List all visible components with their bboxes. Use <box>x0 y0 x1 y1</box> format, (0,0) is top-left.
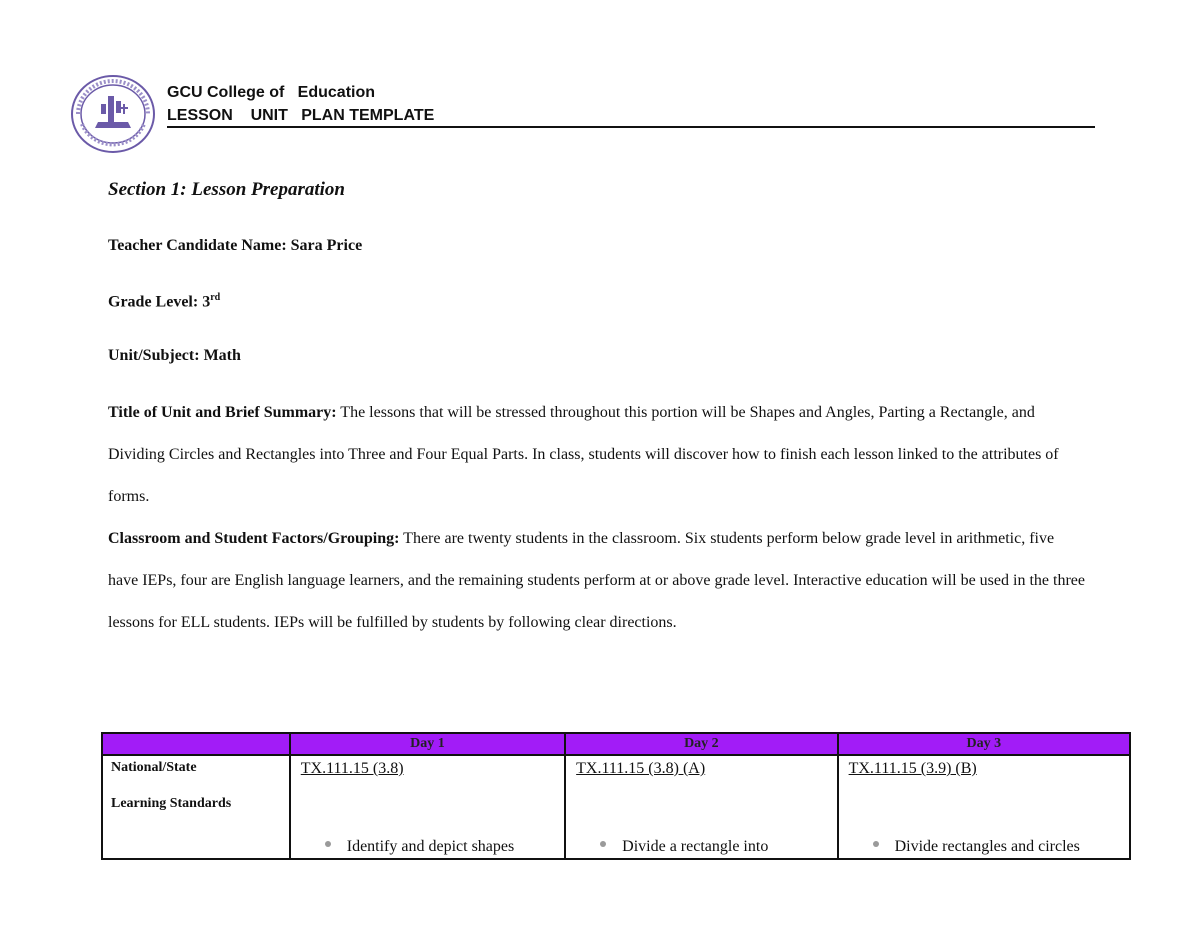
header-org: GCU College of Education <box>167 84 376 101</box>
teacher-field <box>108 237 362 255</box>
day3-bullet-text: Divide rectangles and circles <box>894 838 1080 855</box>
subject-value: Math <box>199 347 241 364</box>
bullet-dot-icon <box>873 841 879 847</box>
day3-bullet <box>873 838 1080 856</box>
table-header-cell <box>102 733 290 755</box>
factors-text: There are twenty students in the classroom. Six students perform below grade level in arithmetic, five have IEPs, four are English language learners, and the remaining students perform at or above grade level. Interactive education will be used in the three lessons for ELL students. IEPs will be fulfilled by students by following clear directions. <box>108 530 1085 631</box>
day1-bullet-text: Identify and depict shapes <box>346 838 515 855</box>
day2-cell <box>565 755 837 859</box>
day3-cell <box>838 755 1130 859</box>
summary-text: The lessons that will be stressed throughout this portion will be Shapes and Angles, Parting a Rectangle, and Dividing Circles and Rectangles into Three and Four Equal Parts. In class, students will discover how to finish each lesson linked to the attributes of forms. <box>108 404 1059 505</box>
table-row <box>102 755 1130 859</box>
summary-paragraph <box>108 392 1088 518</box>
subject-label: Unit/Subject: <box>108 347 200 364</box>
header-title: LESSON UNIT PLAN TEMPLATE <box>167 107 435 124</box>
day2-bullet <box>600 838 768 856</box>
header-rule <box>167 126 1095 128</box>
day2-standard-code: TX.111.15 (3.8) (A) <box>576 760 706 777</box>
teacher-label: Teacher Candidate Name: <box>108 237 287 254</box>
row-label-line1: National/State <box>111 760 197 775</box>
section-heading: Section 1: Lesson Preparation <box>108 179 345 200</box>
grade-field <box>108 292 220 311</box>
grade-sup: rd <box>210 292 221 303</box>
grade-value: 3 <box>198 293 211 311</box>
table-header-cell: Day 3 <box>838 733 1130 755</box>
row-label-line2: Learning Standards <box>111 796 232 811</box>
teacher-value: Sara Price <box>286 237 363 254</box>
bullet-dot-icon <box>600 841 606 847</box>
standards-table <box>101 732 1131 860</box>
day3-standard-code: TX.111.15 (3.9) (B) <box>848 760 977 777</box>
day1-bullet <box>325 838 515 856</box>
row-label-cell <box>102 755 290 859</box>
table-header-row <box>102 733 1130 755</box>
university-seal-icon <box>70 74 156 154</box>
grade-label: Grade Level: <box>108 293 199 311</box>
subject-field <box>108 347 241 365</box>
factors-label: Classroom and Student Factors/Grouping: <box>108 530 400 547</box>
bullet-dot-icon <box>325 841 331 847</box>
day2-bullet-text: Divide a rectangle into <box>622 838 769 855</box>
summary-label: Title of Unit and Brief Summary: <box>108 404 337 421</box>
table-header-cell: Day 2 <box>565 733 837 755</box>
table-header-cell: Day 1 <box>290 733 565 755</box>
factors-paragraph <box>108 518 1088 644</box>
day1-standard-code: TX.111.15 (3.8) <box>300 760 404 777</box>
day1-cell <box>290 755 565 859</box>
